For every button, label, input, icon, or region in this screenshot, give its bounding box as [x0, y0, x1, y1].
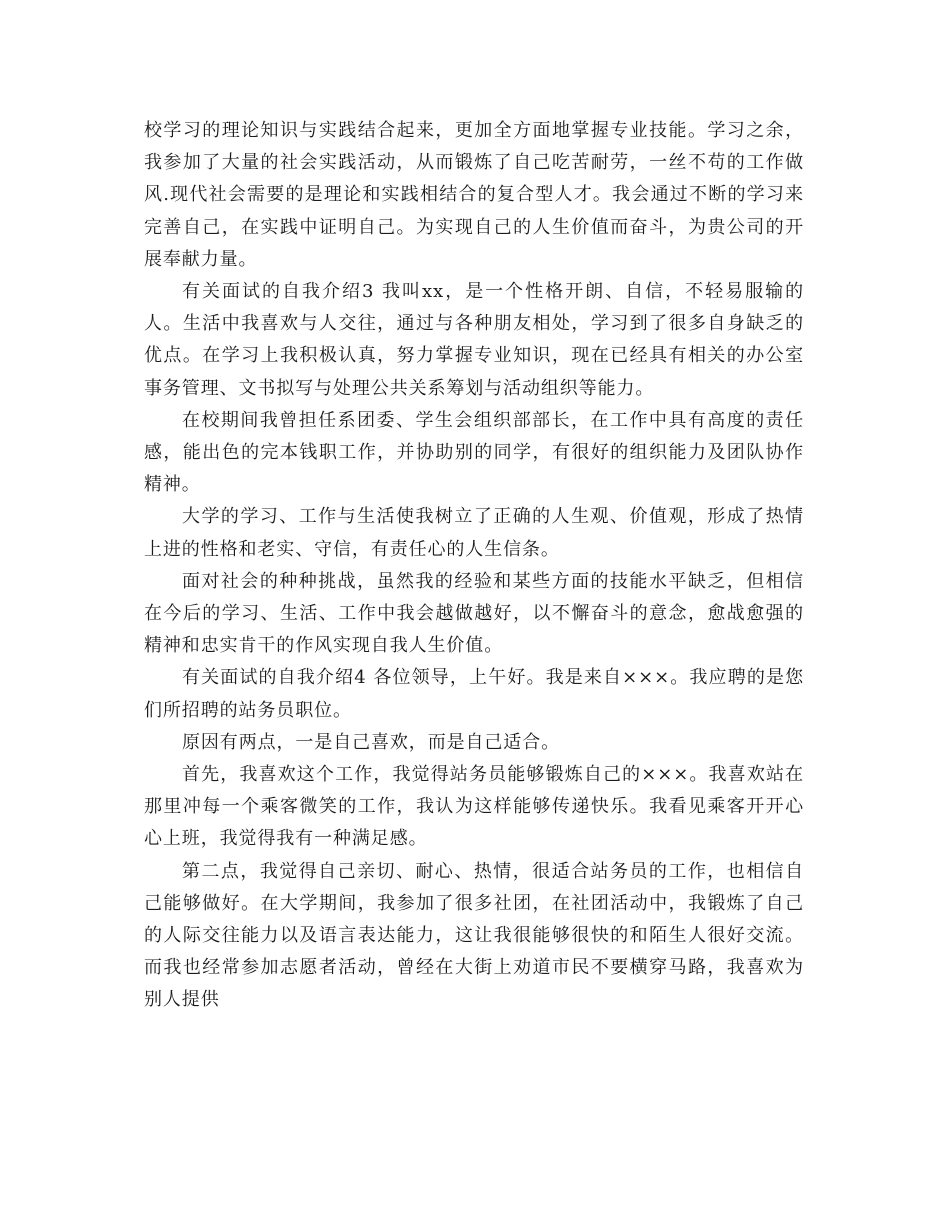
paragraph: 原因有两点，一是自己喜欢，而是自己适合。 — [182, 731, 560, 753]
paragraph: 大学的学习、工作与生活使我树立了正确的人生观、价值观，形成了热情上进的性格和老实、守信，有责任心的人生信条。 — [144, 506, 804, 560]
paragraph: 面对社会的种种挑战，虽然我的经验和某些方面的技能水平缺乏，但相信在今后的学习、生活、工作中我会越做越好，以不懈奋斗的意念，愈战愈强的精神和忠实肯干的作风实现自我人生价值。 — [144, 570, 804, 657]
paragraph: 有关面试的自我介绍3 我叫xx，是一个性格开朗、自信，不轻易服输的人。生活中我喜欢与人交往，通过与各种朋友相处，学习到了很多自身缺乏的优点。在学习上我积极认真，努力掌握专业知识，现在已经具有相关的办公室事务管理、文书拟写与处理公共关系筹划与活动组织等能力。 — [144, 281, 804, 399]
document-body — [144, 115, 804, 1017]
paragraph: 首先，我喜欢这个工作，我觉得站务员能够锻炼自己的×××。我喜欢站在那里冲每一个乘客微笑的工作，我认为这样能够传递快乐。我看见乘客开开心心上班，我觉得我有一种满足感。 — [144, 764, 804, 850]
paragraph: 校学习的理论知识与实践结合起来，更加全方面地掌握专业技能。学习之余，我参加了大量的社会实践活动，从而锻炼了自己吃苦耐劳，一丝不苟的工作做风.现代社会需要的是理论和实践相结合的复合型人才。我会通过不断的学习来完善自己，在实践中证明自己。为实现自己的人生价值而奋斗，为贵公司的开展奉献力量。 — [144, 120, 804, 270]
paragraph: 在校期间我曾担任系团委、学生会组织部部长，在工作中具有高度的责任感，能出色的完本钱职工作，并协助别的同学，有很好的组织能力及团队协作精神。 — [144, 409, 804, 496]
paragraph: 有关面试的自我介绍4 各位领导，上午好。我是来自×××。我应聘的是您们所招聘的站务员职位。 — [144, 667, 804, 721]
paragraph: 第二点，我觉得自己亲切、耐心、热情，很适合站务员的工作，也相信自己能够做好。在大学期间，我参加了很多社团，在社团活动中，我锻炼了自己的人际交往能力以及语言表达能力，这让我很能够很快的和陌生人很好交流。而我也经常参加志愿者活动，曾经在大街上劝道市民不要横穿马路，我喜欢为别人提供 — [144, 860, 804, 1011]
